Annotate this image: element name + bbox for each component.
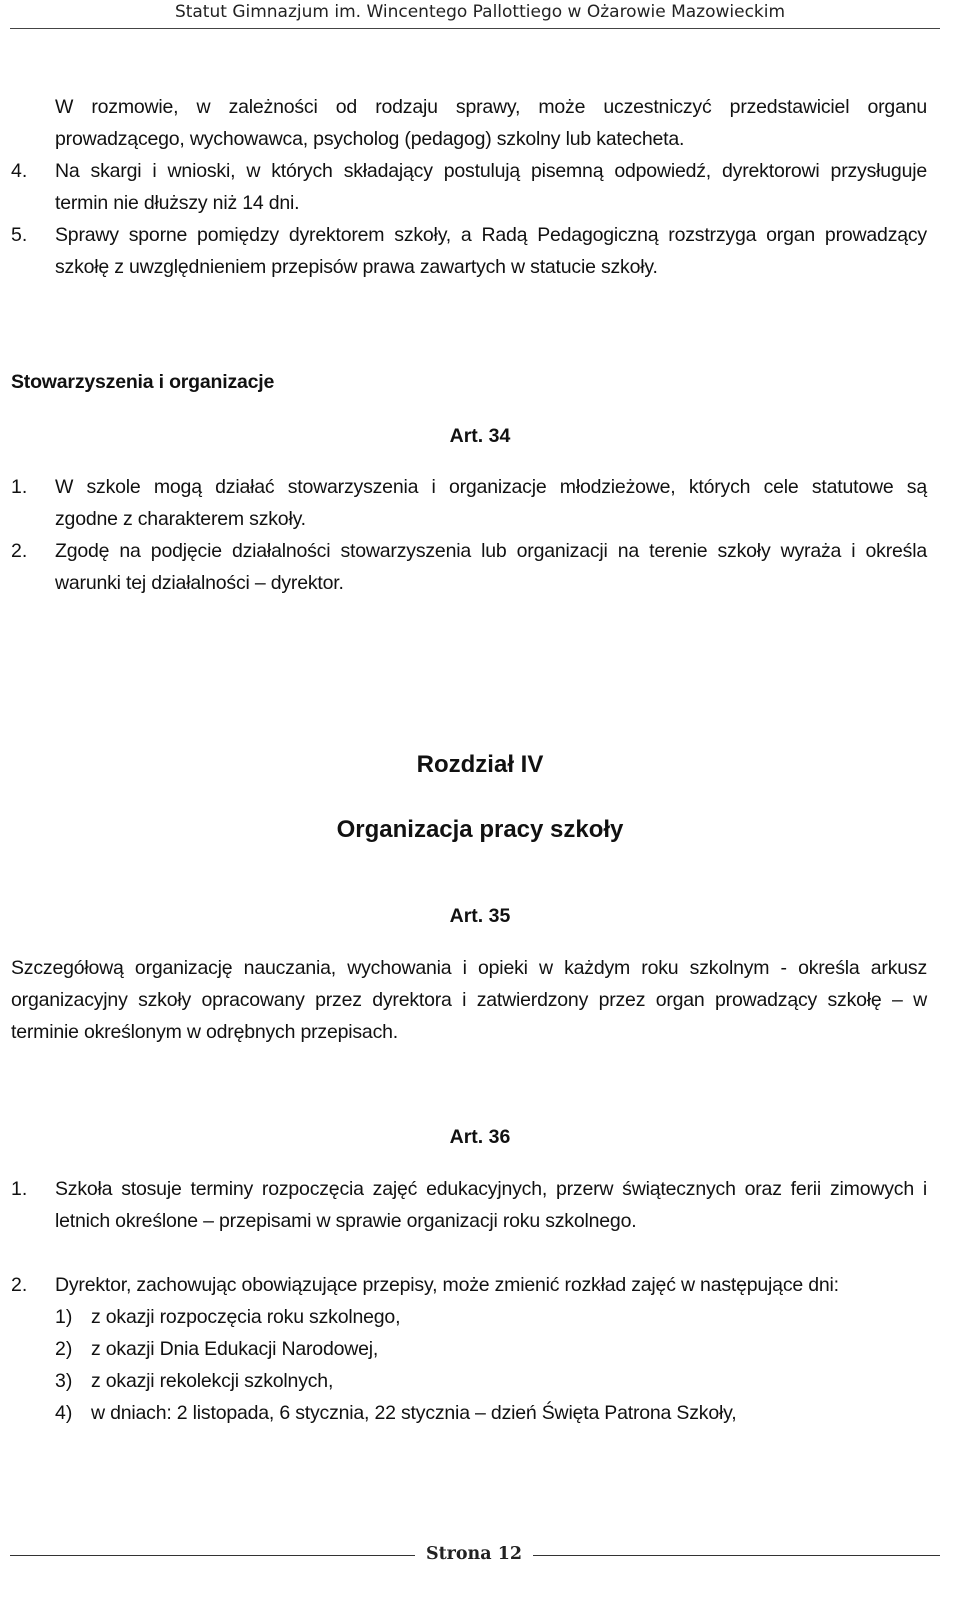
article-heading: Art. 36 [449, 1126, 511, 1148]
paragraph-line: W rozmowie, w zależności od rodzaju sprawy, może uczestniczyć przedstawiciel organu [55, 96, 927, 118]
section-heading: Stowarzyszenia i organizacje [11, 371, 275, 393]
sublist-number: 2) [55, 1338, 73, 1360]
list-item-text: szkołę z uwzględnieniem przepisów prawa zawartych w statucie szkoły. [55, 256, 658, 278]
list-item-text: Szkoła stosuje terminy rozpoczęcia zajęć edukacyjnych, przerw świątecznych oraz ferii zimowych i [55, 1178, 927, 1200]
sublist-item-text: z okazji Dnia Edukacji Narodowej, [91, 1338, 379, 1360]
sublist-number: 4) [55, 1402, 73, 1424]
sublist-item-text: w dniach: 2 listopada, 6 stycznia, 22 stycznia – dzień Święta Patrona Szkoły, [91, 1402, 737, 1424]
list-item-text: Sprawy sporne pomiędzy dyrektorem szkoły, a Radą Pedagogiczną rozstrzyga organ prowadzący [55, 224, 927, 246]
list-number: 1. [11, 476, 28, 498]
list-item-text: termin nie dłuższy niż 14 dni. [55, 192, 300, 214]
list-number: 2. [11, 540, 28, 562]
list-item-text: Dyrektor, zachowując obowiązujące przepisy, może zmienić rozkład zajęć w następujące dni: [55, 1274, 839, 1296]
list-item-text: W szkole mogą działać stowarzyszenia i organizacje młodzieżowe, których cele statutowe są [55, 476, 927, 498]
footer-divider-left [10, 1555, 415, 1556]
paragraph-line: terminie określonym w odrębnych przepisach. [11, 1021, 398, 1043]
list-item-text: Zgodę na podjęcie działalności stowarzyszenia lub organizacji na terenie szkoły wyraża i określa [55, 540, 927, 562]
article-heading: Art. 35 [449, 905, 511, 927]
paragraph-line: Szczegółową organizację nauczania, wychowania i opieki w każdym roku szkolnym - określa arkusz [11, 957, 927, 979]
chapter-title: Organizacja pracy szkoły [336, 816, 624, 843]
list-item-text: warunki tej działalności – dyrektor. [55, 572, 344, 594]
list-number: 2. [11, 1274, 28, 1296]
paragraph-line: organizacyjny szkoły opracowany przez dyrektora i zatwierdzony przez organ prowadzący szkołę – w [11, 989, 927, 1011]
page-number: Strona 12 [425, 1544, 523, 1564]
list-item-text: letnich określone – przepisami w sprawie organizacji roku szkolnego. [55, 1210, 637, 1232]
sublist-number: 1) [55, 1306, 73, 1328]
document-title: Statut Gimnazjum im. Wincentego Pallottiego w Ożarowie Mazowieckim [174, 2, 786, 22]
header-divider [10, 28, 940, 29]
article-heading: Art. 34 [449, 425, 511, 447]
list-number: 1. [11, 1178, 28, 1200]
sublist-item-text: z okazji rozpoczęcia roku szkolnego, [91, 1306, 401, 1328]
list-number: 4. [11, 160, 28, 182]
list-item-text: Na skargi i wnioski, w których składający postulują pisemną odpowiedź, dyrektorowi przysługuje [55, 160, 927, 182]
paragraph-line: prowadzącego, wychowawca, psycholog (pedagog) szkolny lub katecheta. [55, 128, 685, 150]
list-item-text: zgodne z charakterem szkoły. [55, 508, 306, 530]
sublist-item-text: z okazji rekolekcji szkolnych, [91, 1370, 334, 1392]
footer-divider-right [533, 1555, 940, 1556]
chapter-number: Rozdział IV [416, 751, 544, 778]
sublist-number: 3) [55, 1370, 73, 1392]
page-header [0, 0, 960, 28]
list-number: 5. [11, 224, 28, 246]
